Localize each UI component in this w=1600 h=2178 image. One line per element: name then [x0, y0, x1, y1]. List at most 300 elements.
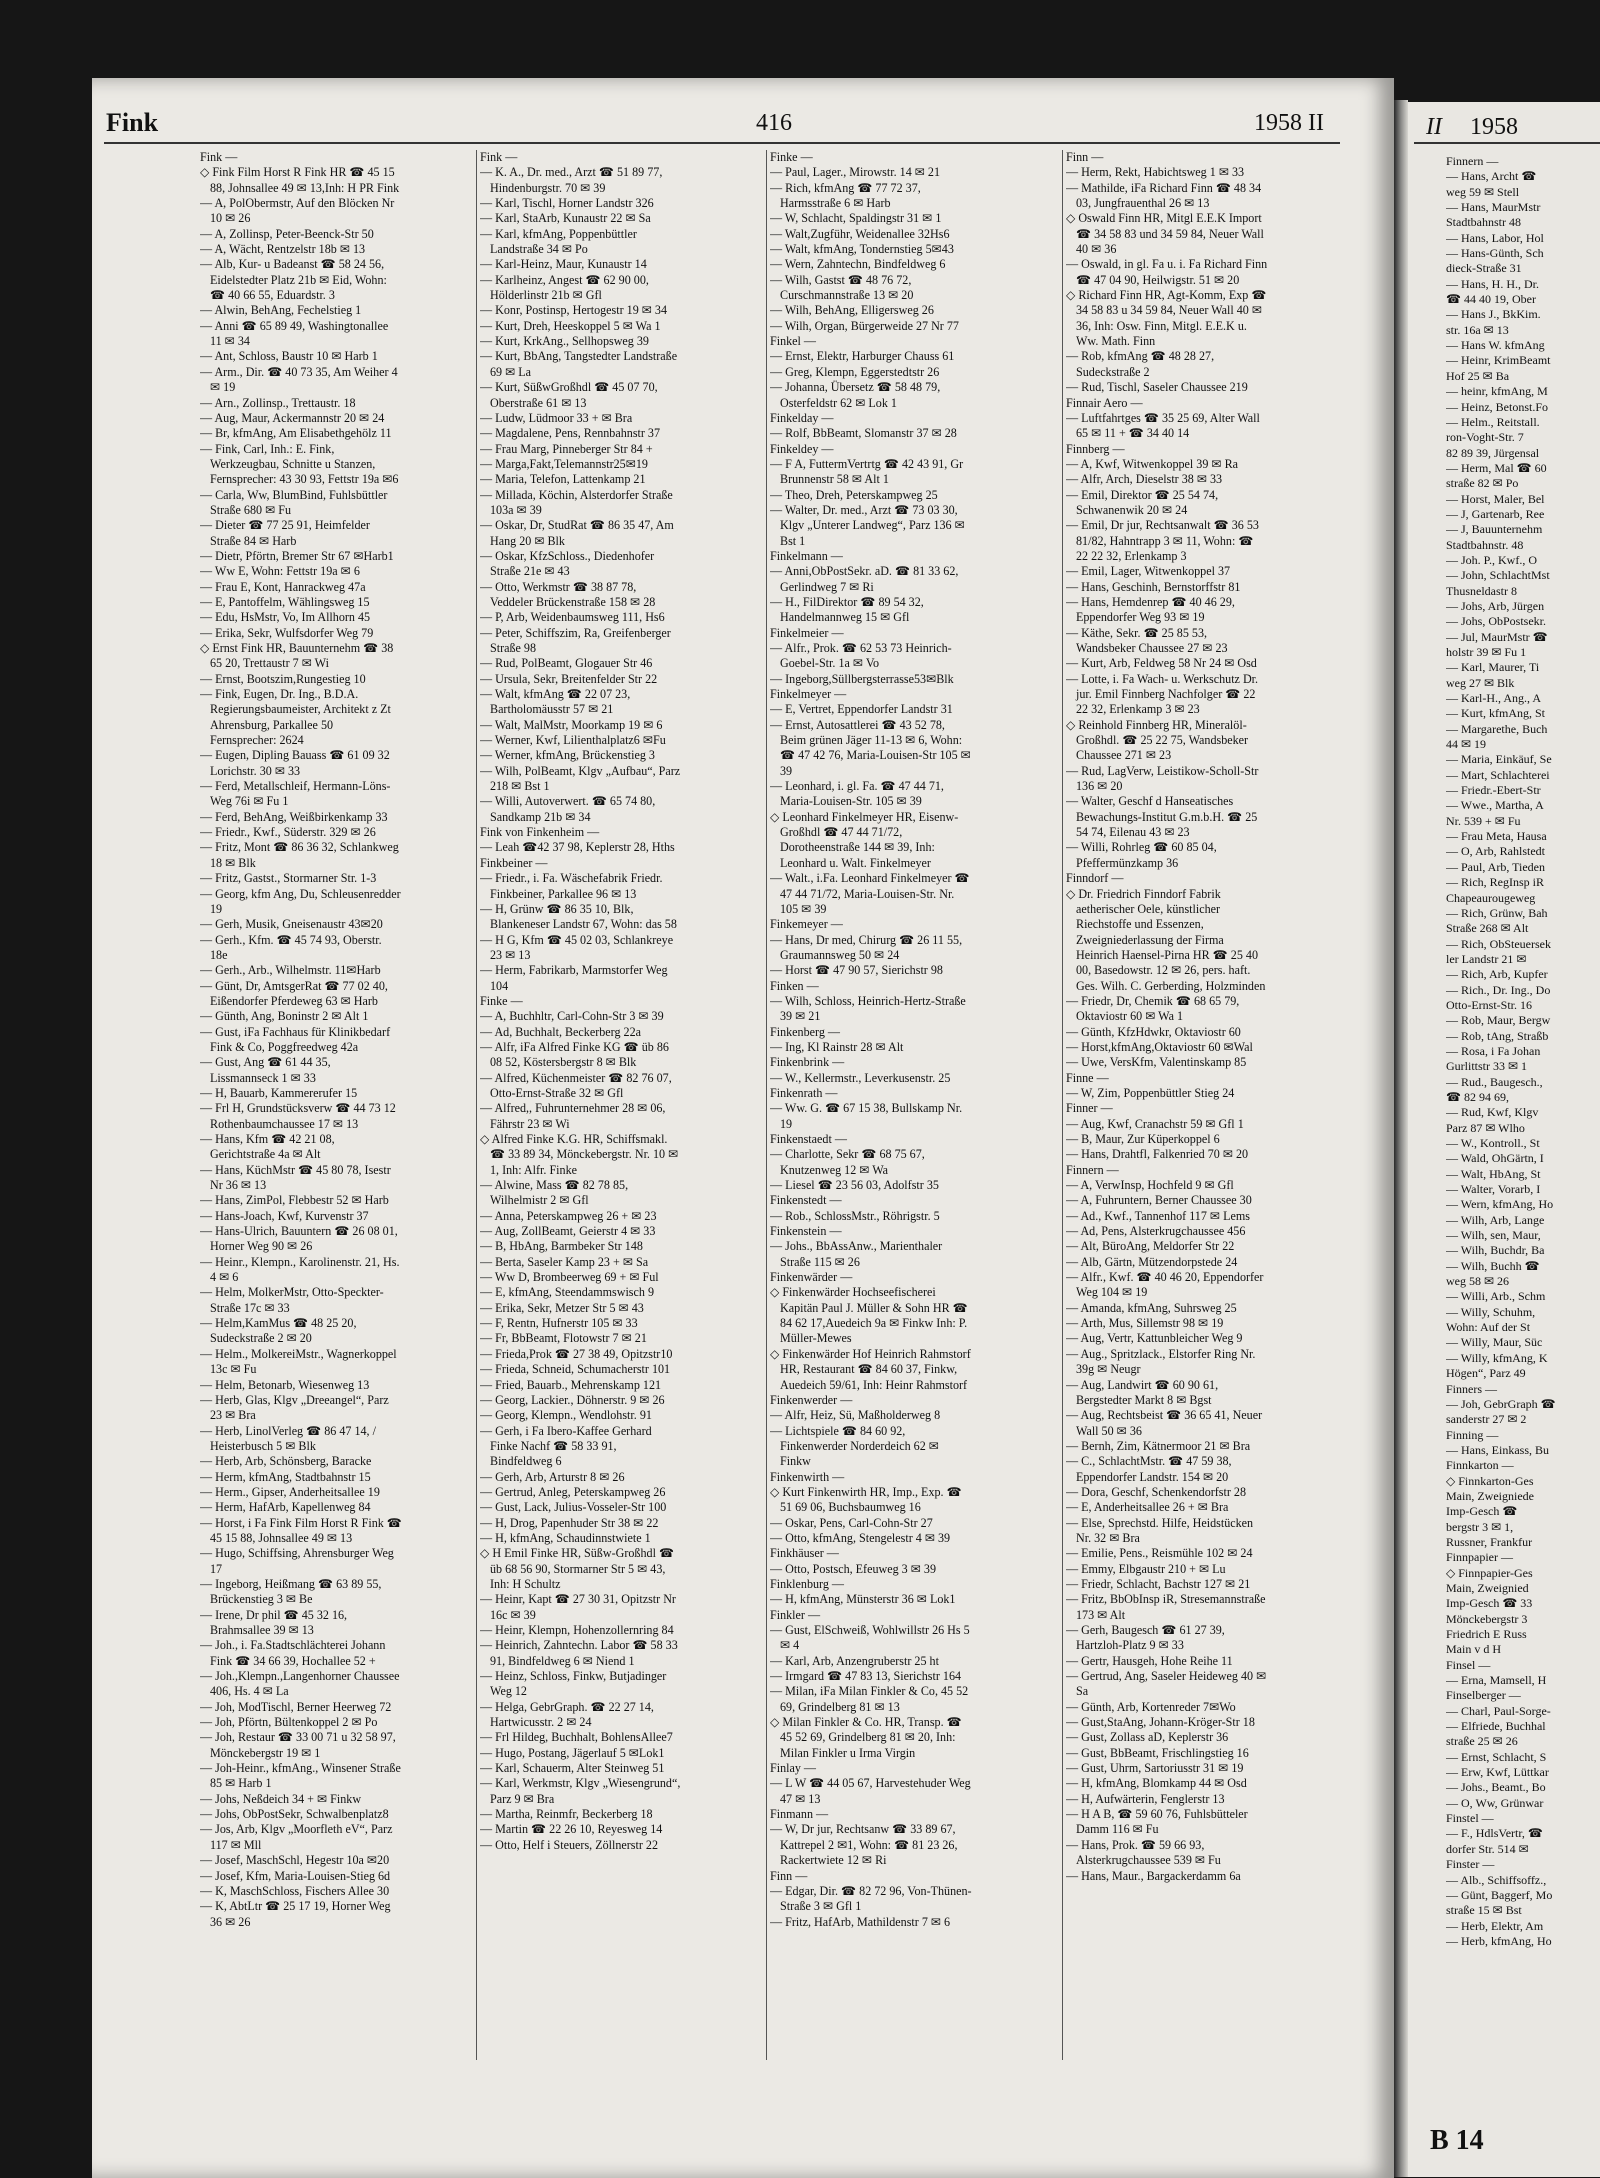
directory-entry: — Karl, kfmAng, Poppenbüttler Landstraße 34 ✉ Po: [480, 226, 637, 257]
directory-entry: — Hans, KüchMstr ☎ 45 80 78, Isestr Nr 36 ✉ 13: [200, 1162, 391, 1193]
directory-entry: — Gertr, Hausgeh, Hohe Reihe 11: [1066, 1653, 1233, 1668]
directory-entry: — C., SchlachtMstr. ☎ 47 59 38, Eppendorfer Landstr. 154 ✉ 20: [1066, 1454, 1232, 1484]
directory-entry: — Herm, Rekt, Habichtsweg 1 ✉ 33: [1066, 165, 1245, 180]
right-page-entry: — Walter, Vorarb, I: [1446, 1182, 1541, 1197]
directory-entry: — Georg, Lackier., Döhnerstr. 9 ✉ 26: [480, 1392, 665, 1407]
right-page-entry: — Rich, Grünw, Bah: [1446, 905, 1548, 920]
right-page-entry: — Wilh, Buchdr, Ba: [1446, 1243, 1545, 1258]
directory-entry: ◇ Richard Finn HR, Agt-Komm, Exp ☎ 34 58 83 u 34 59 84, Neuer Wall 40 ✉ 36, Inh: Osw. Finn, Mitgl. E.E.K u. Ww. Math. Finn: [1066, 288, 1267, 349]
directory-entry: — Erika, Sekr, Metzer Str 5 ✉ 43: [480, 1300, 644, 1315]
directory-entry: — Emmy, Elbgaustr 210 + ✉ Lu: [1066, 1561, 1226, 1576]
right-page-entry: holstr 39 ✉ Fu 1: [1446, 645, 1527, 659]
directory-entry: — Uwe, VersKfm, Valentinskamp 85: [1066, 1055, 1247, 1070]
right-page-entry: — Heinz, Betonst.Fo: [1446, 399, 1548, 414]
directory-entry: — Otto, Werkmstr ☎ 38 87 78, Veddeler Brückenstraße 158 ✉ 28: [480, 579, 656, 609]
right-page-entry: Stadtbahnstr. 48: [1446, 537, 1524, 552]
right-page-entry: — Rich, RegInsp iR: [1446, 875, 1544, 890]
directory-entry: — Walt,Zugführ, Weidenallee 32Hs6: [770, 226, 950, 241]
directory-entry: Finkenstein —: [770, 1224, 842, 1239]
directory-entry: — Greg, Klempn, Eggerstedtstr 26: [770, 364, 940, 379]
header-name: Fink: [106, 108, 159, 137]
directory-entry: — Johs., BbAssAnw., Marienthaler Straße 115 ✉ 26: [770, 1239, 943, 1269]
directory-entry: — Kurt, Arb, Feldweg 58 Nr 24 ✉ Osd: [1066, 656, 1257, 671]
directory-entry: — Anna, Peterskampweg 26 + ✉ 23: [480, 1208, 657, 1223]
directory-entry: Finkenstedt —: [770, 1193, 842, 1208]
directory-entry: — Wern, Zahntechn, Bindfeldweg 6: [770, 257, 946, 272]
directory-entry: — Hugo, Schiffsing, Ahrensburger Weg 17: [200, 1546, 394, 1576]
right-page-entry: — F., HdlsVertr, ☎: [1446, 1826, 1543, 1841]
directory-entry: Finkenwirth —: [770, 1469, 845, 1484]
right-page-entry: — Hans, MaurMstr: [1446, 200, 1541, 215]
directory-entry: — Rob, kfmAng ☎ 48 28 27, Sudeckstraße 2: [1066, 349, 1215, 379]
right-page-entry: — Rob, tAng, Straßb: [1446, 1028, 1549, 1043]
right-page-entry: — Heinr, KrimBeamt: [1446, 353, 1551, 368]
directory-entry: — E, Pantoffelm, Wählingsweg 15: [200, 594, 370, 609]
directory-entry: — Anni,ObPostSekr. aD. ☎ 81 33 62, Gerlindweg 7 ✉ Ri: [770, 564, 959, 594]
directory-entry: — Hans, ZimPol, Flebbestr 52 ✉ Harb: [200, 1193, 389, 1208]
directory-entry: Finmann —: [770, 1807, 829, 1822]
directory-entry: — Rob., SchlossMstr., Röhrigstr. 5: [770, 1208, 940, 1223]
directory-entry: — Joh, Restaur ☎ 33 00 71 u 32 58 97, Mönckebergstr 19 ✉ 1: [200, 1730, 396, 1760]
directory-entry: — H, kfmAng, Blomkamp 44 ✉ Osd: [1066, 1776, 1247, 1791]
header-rule: [104, 142, 1340, 144]
directory-entry: — Friedr., i. Fa. Wäschefabrik Friedr. Finkbeiner, Parkallee 96 ✉ 13: [480, 871, 663, 901]
directory-entry: — Milan, iFa Milan Finkler & Co, 45 52 69, Grindelberg 81 ✉ 13: [770, 1684, 969, 1714]
directory-entry: — Alfr., Kwf. ☎ 40 46 20, Eppendorfer Weg 104 ✉ 19: [1066, 1270, 1264, 1300]
directory-entry: — H, Bauarb, Kammererufer 15: [200, 1085, 358, 1100]
directory-entry: — Josef, MaschSchl, Hegestr 10a ✉20: [200, 1853, 390, 1868]
directory-entry: — Fried, Bauarb., Mehrenskamp 121: [480, 1377, 662, 1392]
right-page-entry: — John, SchlachtMst: [1446, 568, 1550, 583]
directory-entry: ◇ H Emil Finke HR, Süßw-Großhdl ☎ üb 68 56 90, Stormarner Str 5 ✉ 43, Inh: H Schultz: [480, 1546, 675, 1591]
header-year: 1958 II: [1254, 110, 1324, 136]
right-header-rule: [1414, 142, 1600, 144]
directory-entry: — Wilh, Organ, Bürgerweide 27 Nr 77: [770, 318, 959, 333]
directory-entry: — Friedr, Schlacht, Bachstr 127 ✉ 21: [1066, 1576, 1251, 1591]
directory-entry: — Johanna, Übersetz ☎ 58 48 79, Osterfeldstr 62 ✉ Lok 1: [770, 380, 941, 410]
directory-entry: — Ferd, Metallschleif, Hermann-Löns-Weg 76i ✉ Fu 1: [200, 779, 391, 809]
right-page-entry: dorfer Str. 514 ✉: [1446, 1841, 1529, 1856]
directory-entry: — Frl H, Grundstücksverw ☎ 44 73 12 Rothenbaumchaussee 17 ✉ 13: [200, 1101, 396, 1131]
right-page-entry: Finsel —: [1446, 1657, 1491, 1672]
directory-entry: — Oskar, Dr, StudRat ☎ 86 35 47, Am Hang 20 ✉ Blk: [480, 518, 674, 548]
directory-entry: — Walter, Geschf d Hanseatisches Bewachungs-Institut G.m.b.H. ☎ 25 54 74, Eilenau 43 ✉ 23: [1066, 794, 1258, 840]
directory-entry: ◇ Fink Film Horst R Fink HR ☎ 45 15 88, Johnsallee 49 ✉ 13,Inh: H PR Fink: [200, 165, 400, 195]
right-page-entry: — Herb, Elektr, Am: [1446, 1918, 1544, 1933]
directory-entry: — Wilh, Gastst ☎ 48 76 72, Curschmannstraße 13 ✉ 20: [770, 272, 914, 303]
right-page-entry: — Hans, Labor, Hol: [1446, 230, 1544, 245]
directory-entry: — F A, FuttermVertrtg ☎ 42 43 91, Gr Brunnenstr 58 ✉ Alt 1: [770, 456, 964, 487]
directory-entry: Finklenburg —: [770, 1576, 845, 1591]
directory-entry: — Irmgard ☎ 47 83 13, Sierichstr 164: [770, 1669, 962, 1684]
directory-entry: — Frieda, Schneid, Schumacherstr 101: [480, 1362, 671, 1377]
right-page-entry: Straße 268 ✉ Alt: [1446, 921, 1529, 936]
right-page-entry: Wohn: Auf der St: [1446, 1320, 1531, 1335]
directory-entry: — Aug, Vertr, Kattunbleicher Weg 9: [1066, 1331, 1243, 1346]
directory-entry: — Fink, Carl, Inh.: E. Fink, Werkzeugbau, Schnitte u Stanzen, Fernsprecher: 43 30 93, Fettstr 19a ✉6: [200, 441, 399, 487]
directory-entry: — Aug, Maur, Ackermannstr 20 ✉ 24: [200, 410, 385, 425]
directory-entry: — Lichtspiele ☎ 84 60 92, Finkenwerder Norderdeich 62 ✉ Finkw: [770, 1423, 939, 1469]
right-page-entry: — Rud, Kwf, Klgv: [1446, 1105, 1539, 1120]
directory-entry: — Rud, LagVerw, Leistikow-Scholl-Str 136 ✉ 20: [1066, 763, 1259, 794]
directory-entry: — H A B, ☎ 59 60 76, Fuhlsbütteler Damm 116 ✉ Fu: [1066, 1807, 1248, 1837]
directory-entry: — Herm., Gipser, Anderheitsallee 19: [200, 1484, 380, 1499]
right-page-entry: — Karl-H., Ang., A: [1446, 691, 1541, 706]
directory-entry: — A, Wächt, Rentzelstr 18b ✉ 13: [200, 242, 366, 257]
directory-entry: — Br, kfmAng, Am Elisabethgehölz 11: [200, 426, 392, 441]
header-page-number: 416: [756, 110, 792, 136]
directory-entry: — Leah ☎42 37 98, Keplerstr 28, Hths: [480, 840, 675, 855]
right-page-entry: — Erna, Mamsell, H: [1446, 1673, 1547, 1688]
directory-entry: — Walt., i.Fa. Leonhard Finkelmeyer ☎ 47 44 71/72, Maria-Louisen-Str. Nr. 105 ✉ 39: [770, 871, 970, 916]
directory-entry: — Rolf, BbBeamt, Slomanstr 37 ✉ 28: [770, 426, 957, 441]
right-page-entry: — Joh. P., Kwf., O: [1446, 552, 1538, 567]
right-page-entry: — Wilh, Buchh ☎: [1446, 1258, 1540, 1273]
column-divider: [1062, 150, 1063, 2060]
directory-entry: Finkenrath —: [770, 1085, 838, 1100]
directory-entry: — Oswald, in gl. Fa u. i. Fa Richard Finn ☎ 47 04 90, Heilwigstr. 51 ✉ 20: [1066, 257, 1268, 287]
directory-entry: — Walter, Dr. med., Arzt ☎ 73 03 30, Klgv „Unterer Landweg“, Parz 136 ✉ Bst 1: [770, 502, 965, 548]
directory-entry: — Karl, Werkmstr, Klgv „Wiesengrund“, Parz 9 ✉ Bra: [480, 1776, 681, 1806]
directory-entry: Finke —: [770, 150, 813, 164]
right-header-edition: II: [1426, 114, 1442, 140]
directory-entry: ◇ Finkenwärder Hochseefischerei Kapitän Paul J. Müller & Sohn HR ☎ 84 62 17,Auedeich 9a ✉ Finkw Inh: P. Müller-Mewes: [770, 1285, 968, 1346]
directory-entry: Finkelmeier —: [770, 625, 844, 640]
directory-entry: — Walt, kfmAng ☎ 22 07 23, Bartholomäusstr 57 ✉ 21: [480, 687, 631, 717]
directory-entry: — Helm, MolkerMstr, Otto-Speckter-Straße 17c ✉ 33: [200, 1285, 384, 1315]
directory-entry: — Ingeborg, Heißmang ☎ 63 89 55, Brückenstieg 3 ✉ Be: [200, 1576, 382, 1607]
right-page-entry: weg 59 ✉ Stell: [1446, 184, 1520, 199]
directory-entry: — Alb, Gärtn, Mützendorpstede 24: [1066, 1254, 1238, 1269]
directory-entry: ◇ Leonhard Finkelmeyer HR, Eisenw-Großhdl ☎ 47 44 71/72, Dorotheenstraße 144 ✉ 39, Inh: Leonhard u. Walt. Finkelmeyer: [770, 809, 959, 870]
directory-entry: — Alb, Kur- u Badeanst ☎ 58 24 56, Eidelstedter Platz 21b ✉ Eid, Wohn: ☎ 40 66 55, Eduardstr. 3: [200, 257, 387, 303]
directory-entry: — Emil, Direktor ☎ 25 54 74, Schwanenwik 20 ✉ 24: [1066, 487, 1219, 517]
right-page-entry: bergstr 3 ✉ 1,: [1446, 1519, 1514, 1534]
directory-entry: — Ingeborg,Süllbergsterrasse53✉Blk: [770, 671, 954, 686]
directory-entry: Finner —: [1066, 1101, 1113, 1116]
directory-entry: — Arth, Mus, Sillemstr 98 ✉ 19: [1066, 1316, 1224, 1331]
right-page-entry: Gurlittstr 33 ✉ 1: [1446, 1059, 1528, 1074]
right-page-entry: — O, Arb, Rahlstedt: [1446, 844, 1545, 859]
directory-entry: — Alt, BüroAng, Meldorfer Str 22: [1066, 1239, 1235, 1254]
directory-entry: — E, Anderheitsallee 26 + ✉ Bra: [1066, 1500, 1229, 1515]
directory-entry: — Hans, Prok. ☎ 59 66 93, Alsterkrugchaussee 539 ✉ Fu: [1066, 1837, 1221, 1868]
right-page-entry: — Margarethe, Buch: [1446, 721, 1548, 736]
directory-entry: — Gust,StaAng, Johann-Kröger-Str 18: [1066, 1715, 1255, 1730]
directory-entry: — Oskar, KfzSchloss., Diedenhofer Straße 21e ✉ 43: [480, 548, 655, 579]
directory-entry: — Arn., Zollinsp., Trettaustr. 18: [200, 395, 356, 410]
directory-entry: — Gust, Ang ☎ 61 44 35, Lissmannseck 1 ✉ 33: [200, 1055, 331, 1085]
right-page-entry: Finners —: [1446, 1381, 1497, 1396]
column-divider: [766, 150, 767, 2060]
directory-entry: Finne —: [1066, 1070, 1109, 1085]
directory-entry: — Herm, kfmAng, Stadtbahnstr 15: [200, 1469, 371, 1484]
directory-entry: — Alwin, BehAng, Fechelstieg 1: [200, 303, 362, 318]
directory-entry: ◇ Reinhold Finnberg HR, Mineralöl-Großhdl. ☎ 25 22 75, Wandsbeker Chaussee 271 ✉ 23: [1066, 717, 1249, 763]
right-page-entry: 44 ✉ 19: [1446, 737, 1487, 752]
directory-entry: — Fr, BbBeamt, Flotowstr 7 ✉ 21: [480, 1331, 647, 1346]
right-page-entry: Finnern —: [1446, 154, 1499, 168]
directory-entry: — Joh, Pförtn, Bültenkoppel 2 ✉ Po: [200, 1715, 378, 1730]
directory-entry: — Otto, kfmAng, Stengelestr 4 ✉ 39: [770, 1530, 951, 1545]
directory-entry: — Kurt, Dreh, Heeskoppel 5 ✉ Wa 1: [480, 318, 661, 333]
directory-entry: — Horst,kfmAng,Oktaviostr 60 ✉Wal: [1066, 1039, 1253, 1054]
directory-entry: — Herb, Arb, Schönsberg, Baracke: [200, 1454, 372, 1469]
directory-entry: — Kurt, BbAng, Tangstedter Landstraße 69 ✉ La: [480, 349, 678, 379]
directory-entry: — Rich, kfmAng ☎ 77 72 37, Harmsstraße 6 ✉ Harb: [770, 180, 921, 211]
directory-entry: — Helm., MolkereiMstr., Wagnerkoppel 13c ✉ Fu: [200, 1346, 397, 1377]
directory-entry: — Edu, HsMstr, Vo, Im Allhorn 45: [200, 610, 371, 625]
right-page-entry: sanderstr 27 ✉ 2: [1446, 1412, 1527, 1427]
directory-entry: — Emil, Dr jur, Rechtsanwalt ☎ 36 53 81/82, Hahntrapp 3 ✉ 11, Wohn: ☎ 22 22 32, Erlenkamp 3: [1066, 518, 1259, 563]
directory-entry: — Willi, Autoverwert. ☎ 65 74 80, Sandkamp 21b ✉ 34: [480, 794, 656, 824]
directory-entry: — Otto, Helf i Steuers, Zöllnerstr 22: [480, 1837, 659, 1852]
directory-entry: — Bernh, Zim, Kätnermoor 21 ✉ Bra: [1066, 1438, 1251, 1453]
directory-entry: Finn —: [770, 1868, 808, 1883]
directory-entry: — Aug, ZollBeamt, Geierstr 4 ✉ 33: [480, 1224, 656, 1239]
right-page-entry: — Wald, OhGärtn, I: [1446, 1151, 1544, 1166]
directory-entry: — Günth, KfzHdwkr, Oktaviostr 60: [1066, 1024, 1241, 1039]
right-page-entry: — J, Gartenarb, Ree: [1446, 506, 1545, 521]
directory-entry: Finkenwärder —: [770, 1270, 853, 1285]
directory-entry: — Paul, Lager., Mirowstr. 14 ✉ 21: [770, 165, 941, 180]
right-page-entry: — O, Ww, Grünwar: [1446, 1795, 1544, 1810]
directory-entry: — Heinr, Klempn, Hohenzollernring 84: [480, 1623, 674, 1637]
right-page-entry: — Helm., Reitstall.: [1446, 414, 1540, 429]
directory-entry: — Berta, Saseler Kamp 23 + ✉ Sa: [480, 1254, 649, 1269]
directory-entry: — H., FilDirektor ☎ 89 54 32, Handelmannweg 15 ✉ Gfl: [770, 594, 924, 625]
right-page-entry: 82 89 39, Jürgensal: [1446, 445, 1540, 460]
directory-entry: — Luftfahrtges ☎ 35 25 69, Alter Wall 65 ✉ 11 + ☎ 34 40 14: [1066, 410, 1260, 441]
directory-entry: — Georg, kfm Ang, Du, Schleusenredder 19: [200, 886, 401, 916]
directory-entry: ◇ Alfred Finke K.G. HR, Schiffsmakl. ☎ 33 89 34, Mönckebergstr. Nr. 10 ✉ 1, Inh: Alfr. Finke: [480, 1132, 679, 1177]
directory-entry: — W, Dr jur, Rechtsanw ☎ 33 89 67, Kattrepel 2 ✉1, Wohn: ☎ 81 23 26, Rackertwiete 12 ✉ Ri: [770, 1822, 958, 1868]
directory-entry: — Gerh, Arb, Arturstr 8 ✉ 26: [480, 1469, 625, 1484]
right-page-entry: Nr. 539 + ✉ Fu: [1446, 813, 1521, 828]
right-page-entry: — Willy, kfmAng, K: [1446, 1350, 1548, 1365]
directory-entry: — Leonhard, i. gl. Fa. ☎ 47 44 71, Maria-Louisen-Str. 105 ✉ 39: [770, 779, 944, 809]
directory-entry: — Fritz, Mont ☎ 86 36 32, Schlankweg 18 ✉ Blk: [200, 840, 399, 870]
right-page-entry: — Joh, GebrGraph ☎: [1446, 1396, 1556, 1411]
directory-entry: — Hans, Kfm ☎ 42 21 08, Gerichtstraße 4a ✉ Alt: [200, 1132, 335, 1162]
right-page-entry: — Mart, Schlachterei: [1446, 767, 1550, 782]
directory-entry: — Frl Hildeg, Buchhalt, BohlensAllee7: [480, 1730, 673, 1745]
right-page-entry: — Hans, Archt ☎: [1446, 169, 1537, 184]
page-header: [106, 98, 1338, 140]
right-page-entry: straße 82 ✉ Po: [1446, 476, 1519, 491]
directory-entry: — Gust, iFa Fachhaus für Klinikbedarf Fink & Co, Poggfreedweg 42a: [200, 1024, 391, 1054]
directory-entry: — Herb, Glas, Klgv „Dreeangel“, Parz 23 ✉ Bra: [200, 1392, 389, 1423]
directory-entry: — Eugen, Dipling Bauass ☎ 61 09 32 Lorichstr. 30 ✉ 33: [200, 748, 390, 778]
directory-entry: Finkenbrink —: [770, 1055, 845, 1070]
directory-entry: — Gerh., Arb., Wilhelmstr. 11✉Harb: [200, 963, 381, 978]
right-page-footer: B 14: [1430, 2125, 1484, 2156]
directory-entry: — Helm,KamMus ☎ 48 25 20, Sudeckstraße 2 ✉ 20: [200, 1316, 357, 1346]
right-page-entry: Thusneldastr 8: [1446, 583, 1517, 598]
book-gutter: [1394, 100, 1408, 2177]
directory-entry: — E, kfmAng, Steendammswisch 9: [480, 1285, 654, 1300]
right-page-entry: — Hans, H. H., Dr.: [1446, 276, 1539, 291]
right-page-entry: Imp-Gesch ☎: [1446, 1504, 1518, 1519]
right-page-entry: Parz 87 ✉ Wlho: [1446, 1120, 1525, 1135]
directory-entry: — Else, Sprechstd. Hilfe, Heidstücken Nr. 32 ✉ Bra: [1066, 1515, 1254, 1545]
directory-entry: — Frau Marg, Pinneberger Str 84 +: [480, 441, 653, 456]
right-page-entry: — Frau Meta, Hausa: [1446, 829, 1547, 844]
directory-entry: — Irene, Dr phil ☎ 45 32 16, Brahmsallee 39 ✉ 13: [200, 1607, 348, 1637]
directory-entry: — Günth, Ang, Boninstr 2 ✉ Alt 1: [200, 1009, 369, 1024]
right-page-entry: — Ernst, Schlacht, S: [1446, 1749, 1547, 1764]
directory-entry: Finkelday —: [770, 410, 834, 425]
directory-entry: — H, kfmAng, Münsterstr 36 ✉ Lok1: [770, 1592, 956, 1607]
directory-entry: — Charlotte, Sekr ☎ 68 75 67, Knutzenweg 12 ✉ Wa: [770, 1147, 925, 1177]
directory-entry: — Helm, Betonarb, Wiesenweg 13: [200, 1377, 370, 1392]
directory-entry: — E, Vertret, Eppendorfer Landstr 31: [770, 702, 953, 717]
directory-entry: — Gust, ElSchweiß, Wohlwillstr 26 Hs 5 ✉ 4: [770, 1623, 970, 1653]
directory-entry: Finlay —: [770, 1761, 817, 1776]
directory-entry: — Aug, Landwirt ☎ 60 90 61, Bergstedter Markt 8 ✉ Bgst: [1066, 1377, 1219, 1407]
directory-entry: — Lotte, i. Fa Wach- u. Werkschutz Dr. jur. Emil Finnberg Nachfolger ☎ 22 22 32, Erlenkamp 3 ✉ 23: [1066, 671, 1259, 717]
right-page-entry: — Johs., Beamt., Bo: [1446, 1780, 1546, 1795]
directory-entry: — A, Buchhltr, Carl-Cohn-Str 3 ✉ 39: [480, 1009, 664, 1024]
directory-entry: — Hans, Drahtfl, Falkenried 70 ✉ 20: [1066, 1147, 1249, 1162]
directory-entry: — Heinz, Schloss, Finkw, Butjadinger Weg 12: [480, 1669, 667, 1699]
directory-entry: — Herm, Fabrikarb, Marmstorfer Weg 104: [480, 963, 668, 993]
directory-entry: — Joh., i. Fa.Stadtschlächterei Johann Fink ☎ 34 66 39, Hochallee 52 +: [200, 1638, 386, 1668]
directory-entry: — Rud, PolBeamt, Glogauer Str 46: [480, 656, 653, 671]
directory-entry: — Magdalene, Pens, Rennbahnstr 37: [480, 426, 661, 441]
directory-entry: — Wilh, BehAng, Elligersweg 26: [770, 303, 934, 318]
directory-entry: — Ernst, Autosattlerei ☎ 43 52 78, Beim grünen Jäger 11-13 ✉ 6, Wohn: ☎ 47 42 76, Maria-Louisen-Str 105 ✉ 39: [770, 717, 971, 778]
directory-entry: — H, Drog, Papenhuder Str 38 ✉ 22: [480, 1515, 659, 1530]
right-page-entry: — Paul, Arb, Tieden: [1446, 859, 1546, 874]
directory-entry: — Peter, Schiffszim, Ra, Greifenberger Straße 98: [480, 625, 671, 655]
directory-entry: — Johs, Neßdeich 34 + ✉ Finkw: [200, 1791, 362, 1806]
directory-entry: — W., Kellermstr., Leverkusenstr. 25: [770, 1070, 951, 1085]
directory-entry: — Gertrud, Ang, Saseler Heideweg 40 ✉ Sa: [1066, 1669, 1267, 1699]
right-page-entry: — Alb., Schiffsoffz.,: [1446, 1872, 1547, 1887]
directory-entry: — Fritz, BbObInsp iR, Stresemannstraße 173 ✉ Alt: [1066, 1592, 1266, 1622]
right-page-entry: Imp-Gesch ☎ 33: [1446, 1596, 1533, 1611]
directory-entry: — Hans, Maur., Bargackerdamm 6a: [1066, 1868, 1241, 1883]
right-page-entry: Finnkarton —: [1446, 1458, 1514, 1473]
directory-entry: — Oskar, Pens, Carl-Cohn-Str 27: [770, 1515, 933, 1530]
directory-entry: — Theo, Dreh, Peterskampweg 25: [770, 487, 938, 502]
right-page-entry: Finnpapier —: [1446, 1550, 1513, 1565]
right-page-entry: — Charl, Paul-Sorge-: [1446, 1703, 1551, 1718]
directory-entry: — K, AbtLtr ☎ 25 17 19, Horner Weg 36 ✉ 26: [200, 1899, 391, 1929]
directory-entry: — Fink, Eugen, Dr. Ing., B.D.A. Regierungsbaumeister, Architekt z Zt Ahrensburg, Parkallee 50 Fernsprecher: 2624: [200, 687, 391, 748]
directory-entry: — Karl, Arb, Anzengruberstr 25 ht: [770, 1653, 939, 1668]
directory-entry: — Horst ☎ 47 90 57, Sierichstr 98: [770, 963, 943, 978]
directory-entry: ◇ Finkenwärder Hof Heinrich Rahmstorf HR, Restaurant ☎ 84 60 37, Finkw, Auedeich 59/61, Inh: Heinr Rahmstorf: [770, 1346, 971, 1392]
right-page-entry: — Erw, Kwf, Lüttkar: [1446, 1765, 1549, 1780]
directory-entry: — Helga, GebrGraph. ☎ 22 27 14, Hartwicusstr. 2 ✉ 24: [480, 1699, 654, 1730]
directory-entry: — H, Grünw ☎ 86 35 10, Blk, Blankeneser Landstr 67, Wohn: das 58: [480, 901, 677, 932]
directory-entry: — Walt, MalMstr, Moorkamp 19 ✉ 6: [480, 717, 663, 732]
right-page-entry: dieck-Straße 31: [1446, 261, 1522, 276]
right-page-entry: — Rich., Dr. Ing., Do: [1446, 982, 1551, 997]
right-page-entry: Main, Zweignied: [1446, 1580, 1529, 1595]
directory-entry: — Walt, kfmAng, Tondernstieg 5✉43: [770, 242, 954, 257]
directory-entry: Finndorf —: [1066, 871, 1124, 886]
directory-entry: — Heinr., Klempn., Karolinenstr. 21, Hs. 4 ✉ 6: [200, 1254, 400, 1285]
directory-entry: — Ant, Schloss, Baustr 10 ✉ Harb 1: [200, 349, 378, 364]
right-page-entry: Otto-Ernst-Str. 16: [1446, 997, 1532, 1012]
directory-entry: ◇ Kurt Finkenwirth HR, Imp., Exp. ☎ 51 69 06, Buchsbaumweg 16: [770, 1484, 962, 1515]
directory-entry: — Ww. G. ☎ 67 15 38, Bullskamp Nr. 19: [770, 1101, 963, 1131]
directory-entry: — Joh.,Klempn.,Langenhorner Chaussee 406, Hs. 4 ✉ La: [200, 1669, 400, 1699]
directory-entry: Fink —: [480, 150, 518, 164]
right-header-year: 1958: [1470, 114, 1518, 140]
right-page-entry: Mönckebergstr 3: [1446, 1611, 1528, 1626]
directory-column-4: [1066, 150, 1268, 2060]
directory-entry: — B, Maur, Zur Küperkoppel 6: [1066, 1132, 1220, 1146]
directory-entry: ◇ Ernst Fink HR, Bauunternehm ☎ 38 65 20, Trettaustr 7 ✉ Wi: [200, 641, 394, 671]
right-page-entry: — Hans J., BkKim.: [1446, 307, 1541, 322]
directory-entry: Finke —: [480, 993, 523, 1008]
directory-entry: — F, Rentn, Hufnerstr 105 ✉ 33: [480, 1316, 638, 1331]
right-page-entry: Finselberger —: [1446, 1688, 1521, 1703]
directory-entry: — Hans, Dr med, Chirurg ☎ 26 11 55, Graumannsweg 50 ✉ 24: [770, 932, 963, 962]
right-page-entry: — Friedr.-Ebert-Str: [1446, 783, 1541, 798]
directory-entry: — A, PolObermstr, Auf den Blöcken Nr 10 ✉ 26: [200, 196, 395, 226]
right-page-entry: — Wwe., Martha, A: [1446, 798, 1544, 813]
directory-entry: — Arm., Dir. ☎ 40 73 35, Am Weiher 4 ✉ 19: [200, 364, 398, 395]
directory-entry: — Heinrich, Zahntechn. Labor ☎ 58 33 91, Bindfeldweg 6 ✉ Niend 1: [480, 1638, 678, 1668]
directory-entry: — Alfred, Küchenmeister ☎ 82 76 07, Otto-Ernst-Straße 32 ✉ Gfl: [480, 1070, 672, 1100]
right-page-entry: — Wilh, sen, Maur,: [1446, 1228, 1541, 1243]
right-page-entry: — Maria, Einkäuf, Se: [1446, 752, 1552, 767]
directory-entry: — Gerh, i Fa Ibero-Kaffee Gerhard Finke Nachf ☎ 58 33 91, Bindfeldweg 6: [480, 1423, 652, 1469]
directory-entry: — Emil, Lager, Witwenkoppel 37: [1066, 564, 1231, 579]
right-page-entry: — Elfriede, Buchhal: [1446, 1719, 1546, 1734]
directory-entry: — Kurt, KrkAng., Sellhopsweg 39: [480, 334, 649, 349]
directory-entry: — Alfr, Arch, Dieselstr 38 ✉ 33: [1066, 472, 1223, 487]
right-page-entry: — Wilh, Arb, Lange: [1446, 1212, 1545, 1227]
directory-entry: — Alfr, iFa Alfred Finke KG ☎ üb 86 08 52, Köstersbergstr 8 ✉ Blk: [480, 1039, 669, 1070]
directory-entry: Finnberg —: [1066, 441, 1125, 456]
directory-entry: — L W ☎ 44 05 67, Harvestehuder Weg 47 ✉ 13: [770, 1776, 971, 1806]
right-page-entry: Chapeaurougeweg: [1446, 890, 1536, 905]
directory-entry: — Amanda, kfmAng, Suhrsweg 25: [1066, 1300, 1237, 1315]
directory-entry: — Dieter ☎ 77 25 91, Heimfelder Straße 84 ✉ Harb: [200, 518, 370, 548]
right-page-entry: str. 16a ✉ 13: [1446, 322, 1509, 337]
directory-entry: — Anni ☎ 65 89 49, Washingtonallee 11 ✉ 34: [200, 318, 389, 349]
right-page-entry: — Hans-Günth, Sch: [1446, 246, 1544, 261]
directory-entry: — Heinr, Kapt ☎ 27 30 31, Opitzstr Nr 16c ✉ 39: [480, 1592, 676, 1622]
directory-entry: — Hans-Joach, Kwf, Kurvenstr 37: [200, 1208, 369, 1223]
directory-entry: — Alfr, Heiz, Sü, Maßholderweg 8: [770, 1408, 941, 1423]
directory-entry: — Aug, Kwf, Cranachstr 59 ✉ Gfl 1: [1066, 1116, 1244, 1131]
directory-entry: — Mathilde, iFa Richard Finn ☎ 48 34 03, Jungfrauenthal 26 ✉ 13: [1066, 180, 1262, 211]
right-page-entry: — Herb, kfmAng, Ho: [1446, 1933, 1552, 1948]
right-page-entry: ☎ 82 94 69,: [1446, 1089, 1509, 1104]
directory-entry: Finkemeyer —: [770, 917, 843, 932]
directory-entry: Finkbeiner —: [480, 855, 548, 870]
directory-entry: — Ferd, BehAng, Weißbirkenkamp 33: [200, 809, 388, 824]
directory-entry: — Gerh., Kfm. ☎ 45 74 93, Oberstr. 18e: [200, 932, 382, 962]
directory-entry: — Frau E, Kont, Hanrackweg 47a: [200, 579, 366, 594]
directory-entry: — Otto, Postsch, Efeuweg 3 ✉ 39: [770, 1561, 936, 1576]
right-page-entry: weg 58 ✉ 26: [1446, 1274, 1510, 1289]
directory-entry: — Gust, BbBeamt, Frischlingstieg 16: [1066, 1745, 1249, 1760]
directory-entry: — Hans, Geschinh, Bernstorffstr 81: [1066, 579, 1241, 594]
directory-entry: — P, Arb, Weidenbaumsweg 111, Hs6: [480, 610, 665, 625]
directory-entry: — A, Zollinsp, Peter-Beenck-Str 50: [200, 226, 374, 241]
right-page-entry: — Walt, HbAng, St: [1446, 1166, 1541, 1181]
directory-entry: — Konr, Postinsp, Hertogestr 19 ✉ 34: [480, 303, 668, 318]
directory-entry: — Ernst, Bootszim,Rungestieg 10: [200, 671, 366, 686]
